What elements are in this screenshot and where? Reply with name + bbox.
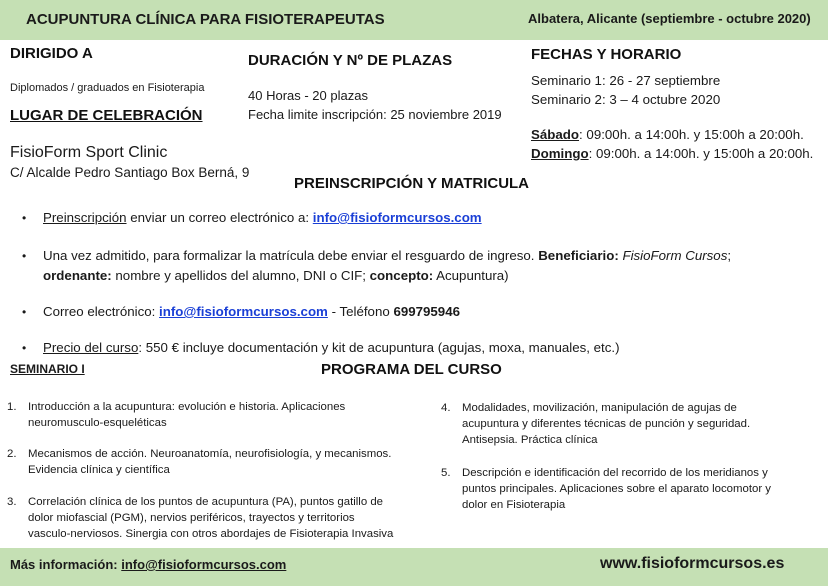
- seminario-label: SEMINARIO I: [10, 362, 85, 376]
- lugar-address: C/ Alcalde Pedro Santiago Box Berná, 9: [10, 165, 250, 180]
- bullet-3: •: [22, 305, 27, 319]
- lugar-heading: LUGAR DE CELEBRACIÓN: [10, 107, 203, 124]
- contact-item: [43, 302, 460, 322]
- programa-item-line: Descripción e identificación del recorrido de los meridianos y: [462, 467, 768, 479]
- contact-email-link[interactable]: info@fisioformcursos.com: [159, 304, 328, 319]
- beneficiario-label: Beneficiario:: [538, 248, 619, 263]
- footer-more-info: [10, 557, 286, 572]
- more-info-label: Más información:: [10, 557, 122, 572]
- domingo-hours: : 09:00h. a 14:00h. y 15:00h a 20:00h.: [588, 146, 814, 161]
- programa-item-line: dolor en Fisioterapia: [462, 499, 566, 511]
- sabado-label: Sábado: [531, 127, 580, 142]
- precio-label: Precio del curso: [43, 340, 139, 355]
- programa-item-line: Introducción a la acupuntura: evolución e historia. Aplicaciones: [28, 401, 346, 413]
- programa-item-4: [441, 400, 822, 448]
- phone-number: 699795946: [393, 304, 460, 319]
- email-link[interactable]: info@fisioformcursos.com: [312, 210, 482, 225]
- programa-item-5: [441, 465, 822, 513]
- concepto-value: Acupuntura): [433, 268, 509, 283]
- preinscripcion-label: Preinscripción: [43, 210, 127, 225]
- ordenante-label: ordenante:: [43, 268, 112, 283]
- matricula-item: [43, 246, 803, 286]
- programa-item-line: Antisepsia. Práctica clínica: [462, 434, 598, 446]
- contact-label: Correo electrónico:: [43, 304, 160, 319]
- domingo-label: Domingo: [531, 146, 589, 161]
- duracion-line2: Fecha limite inscripción: 25 noviembre 2019: [248, 107, 502, 122]
- programa-item-number: 4.: [441, 402, 451, 414]
- programa-heading: PROGRAMA DEL CURSO: [321, 361, 502, 378]
- programa-item-number: 2.: [7, 448, 17, 460]
- preinscripcion-item: [43, 208, 482, 228]
- programa-item-number: 1.: [7, 401, 17, 413]
- duracion-heading: DURACIÓN Y Nº DE PLAZAS: [248, 52, 453, 69]
- course-title: ACUPUNTURA CLÍNICA PARA FISIOTERAPEUTAS: [26, 11, 385, 28]
- matricula-semicolon: ;: [727, 248, 732, 263]
- programa-item-line: Modalidades, movilización, manipulación de agujas de: [462, 402, 737, 414]
- sabado-hours: : 09:00h. a 14:00h. y 15:00h a 20:00h.: [579, 127, 804, 142]
- seminario2-dates: Seminario 2: 3 – 4 octubre 2020: [531, 92, 721, 107]
- programa-item-line: vasculo-nerviosos. Sinergia con otros abordajes de Fisioterapia Invasiva: [28, 528, 394, 540]
- programa-item-number: 3.: [7, 496, 17, 508]
- location-dates: Albatera, Alicante (septiembre - octubre 2020): [528, 11, 811, 26]
- ordenante-value: nombre y apellidos del alumno, DNI o CIF;: [111, 268, 370, 283]
- programa-item-line: dolor miofascial (PGM), nervios periféricos, trayectos y territorios: [28, 512, 355, 524]
- footer-email-link[interactable]: info@fisioformcursos.com: [121, 557, 287, 572]
- preinscripcion-heading: PREINSCRIPCIÓN Y MATRICULA: [294, 175, 530, 192]
- programa-item-3: [7, 494, 436, 542]
- programa-item-line: Correlación clínica de los puntos de acupuntura (PA), puntos gatillo de: [28, 496, 384, 508]
- bullet-1: •: [22, 211, 27, 225]
- preinscripcion-text: enviar un correo electrónico a:: [126, 210, 313, 225]
- bullet-2: •: [22, 249, 27, 263]
- programa-item-1: [7, 399, 436, 431]
- programa-item-2: [7, 446, 436, 478]
- seminario1-dates: Seminario 1: 26 - 27 septiembre: [531, 73, 721, 88]
- programa-item-line: puntos principales. Aplicaciones sobre el aparato locomotor y: [462, 483, 771, 495]
- precio-text: : 550 € incluye documentación y kit de acupuntura (agujas, moxa, manuales, etc.): [138, 340, 620, 355]
- concepto-label: concepto:: [369, 268, 434, 283]
- beneficiario-value: FisioForm Cursos: [618, 248, 728, 263]
- bullet-4: •: [22, 341, 27, 355]
- dirigido-heading: DIRIGIDO A: [10, 45, 93, 62]
- programa-item-number: 5.: [441, 467, 451, 479]
- programa-item-line: Evidencia clínica y científica: [28, 464, 170, 476]
- domingo-schedule: [531, 146, 813, 161]
- programa-item-line: neuromusculo-esqueléticas: [28, 417, 167, 429]
- matricula-text: Una vez admitido, para formalizar la matrícula debe enviar el resguardo de ingreso.: [43, 248, 539, 263]
- duracion-line1: 40 Horas - 20 plazas: [248, 88, 368, 103]
- sabado-schedule: [531, 127, 804, 142]
- phone-label: - Teléfono: [327, 304, 394, 319]
- footer-website[interactable]: www.fisioformcursos.es: [600, 555, 785, 572]
- programa-item-line: Mecanismos de acción. Neuroanatomía, neurofisiología, y mecanismos.: [28, 448, 392, 460]
- programa-item-line: acupuntura y diferentes técnicas de punción y seguridad.: [462, 418, 751, 430]
- lugar-name: FisioForm Sport Clinic: [10, 144, 168, 161]
- precio-item: [43, 338, 620, 358]
- dirigido-text: Diplomados / graduados en Fisioterapia: [10, 82, 205, 94]
- fechas-heading: FECHAS Y HORARIO: [531, 46, 682, 63]
